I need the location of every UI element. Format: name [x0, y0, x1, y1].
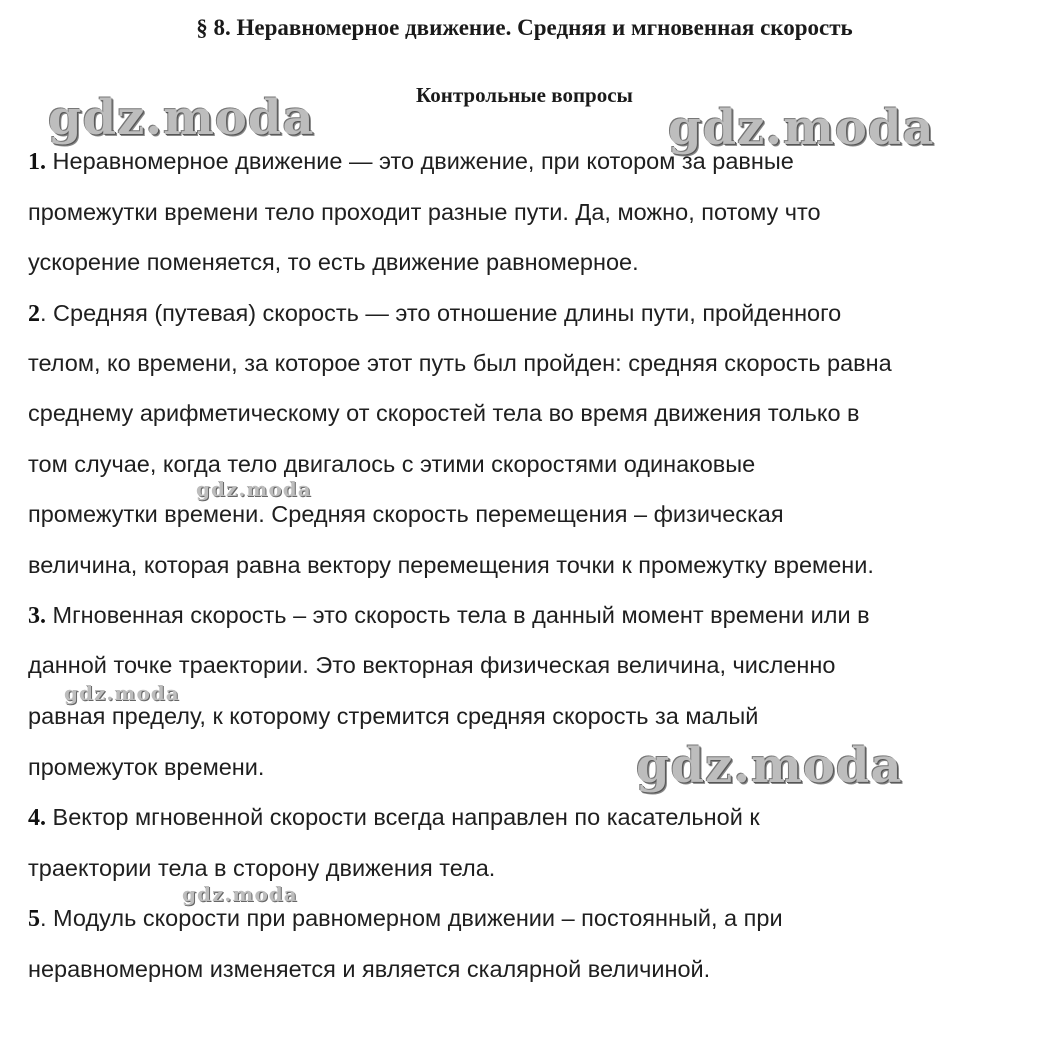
answer-text: телом, ко времени, за которое этот путь был пройден: средняя скорость равна [28, 350, 892, 376]
answer-line [28, 449, 755, 480]
answer-text: Мгновенная скорость – это скорость тела в данный момент времени или в [46, 602, 870, 628]
answer-line [28, 348, 892, 379]
answer-text: Неравномерное движение — это движение, при котором за равные [46, 148, 794, 174]
answer-number: 3. [28, 603, 46, 629]
answer-text: среднему арифметическому от скоростей тела во время движения только в [28, 400, 860, 426]
answer-number: 5 [28, 906, 40, 932]
watermark: gdz.moda [64, 681, 180, 705]
answer-number: 1. [28, 149, 46, 175]
answer-line [28, 650, 835, 681]
answer-line [28, 600, 870, 631]
answer-text: . Модуль скорости при равномерном движении – постоянный, а при [40, 905, 783, 931]
answer-text: промежутки времени тело проходит разные пути. Да, можно, потому что [28, 199, 821, 225]
watermark: gdz.moda [196, 477, 312, 501]
answer-text: траектории тела в сторону движения тела. [28, 855, 496, 881]
answer-line [28, 398, 860, 429]
answer-line [28, 752, 264, 783]
watermark: gdz.moda [48, 90, 315, 146]
section-subtitle: Контрольные вопросы [416, 83, 633, 107]
answer-text: промежутки времени. Средняя скорость перемещения – физическая [28, 501, 784, 527]
answer-line [28, 499, 784, 530]
answer-line [28, 247, 639, 278]
answer-line [28, 853, 495, 884]
answer-text: ускорение поменяется, то есть движение равномерное. [28, 249, 639, 275]
answer-number: 2 [28, 301, 40, 327]
answer-line [28, 954, 710, 985]
answer-text: данной точке траектории. Это векторная физическая величина, численно [28, 652, 836, 678]
page-title: § 8. Неравномерное движение. Средняя и мгновенная скорость [196, 15, 853, 40]
watermark: gdz.moda [182, 882, 298, 906]
answer-line [28, 197, 821, 228]
answer-number: 4. [28, 805, 46, 831]
watermark: gdz.moda [668, 100, 935, 156]
answer-line [28, 701, 758, 732]
answer-text: неравномерном изменяется и является скалярной величиной. [28, 956, 711, 982]
answer-line [28, 903, 783, 934]
answer-text: . Средняя (путевая) скорость — это отношение длины пути, пройденного [40, 300, 842, 326]
answer-text: равная пределу, к которому стремится средняя скорость за малый [28, 703, 759, 729]
answer-text: Вектор мгновенной скорости всегда направлен по касательной к [46, 804, 760, 830]
answer-text: том случае, когда тело двигалось с этими скоростями одинаковые [28, 451, 756, 477]
answer-line [28, 550, 874, 581]
watermark: gdz.moda [636, 738, 903, 794]
answer-line [28, 802, 760, 833]
answer-line [28, 298, 841, 329]
answer-text: промежуток времени. [28, 754, 265, 780]
answer-text: величина, которая равна вектору перемещения точки к промежутку времени. [28, 552, 874, 578]
